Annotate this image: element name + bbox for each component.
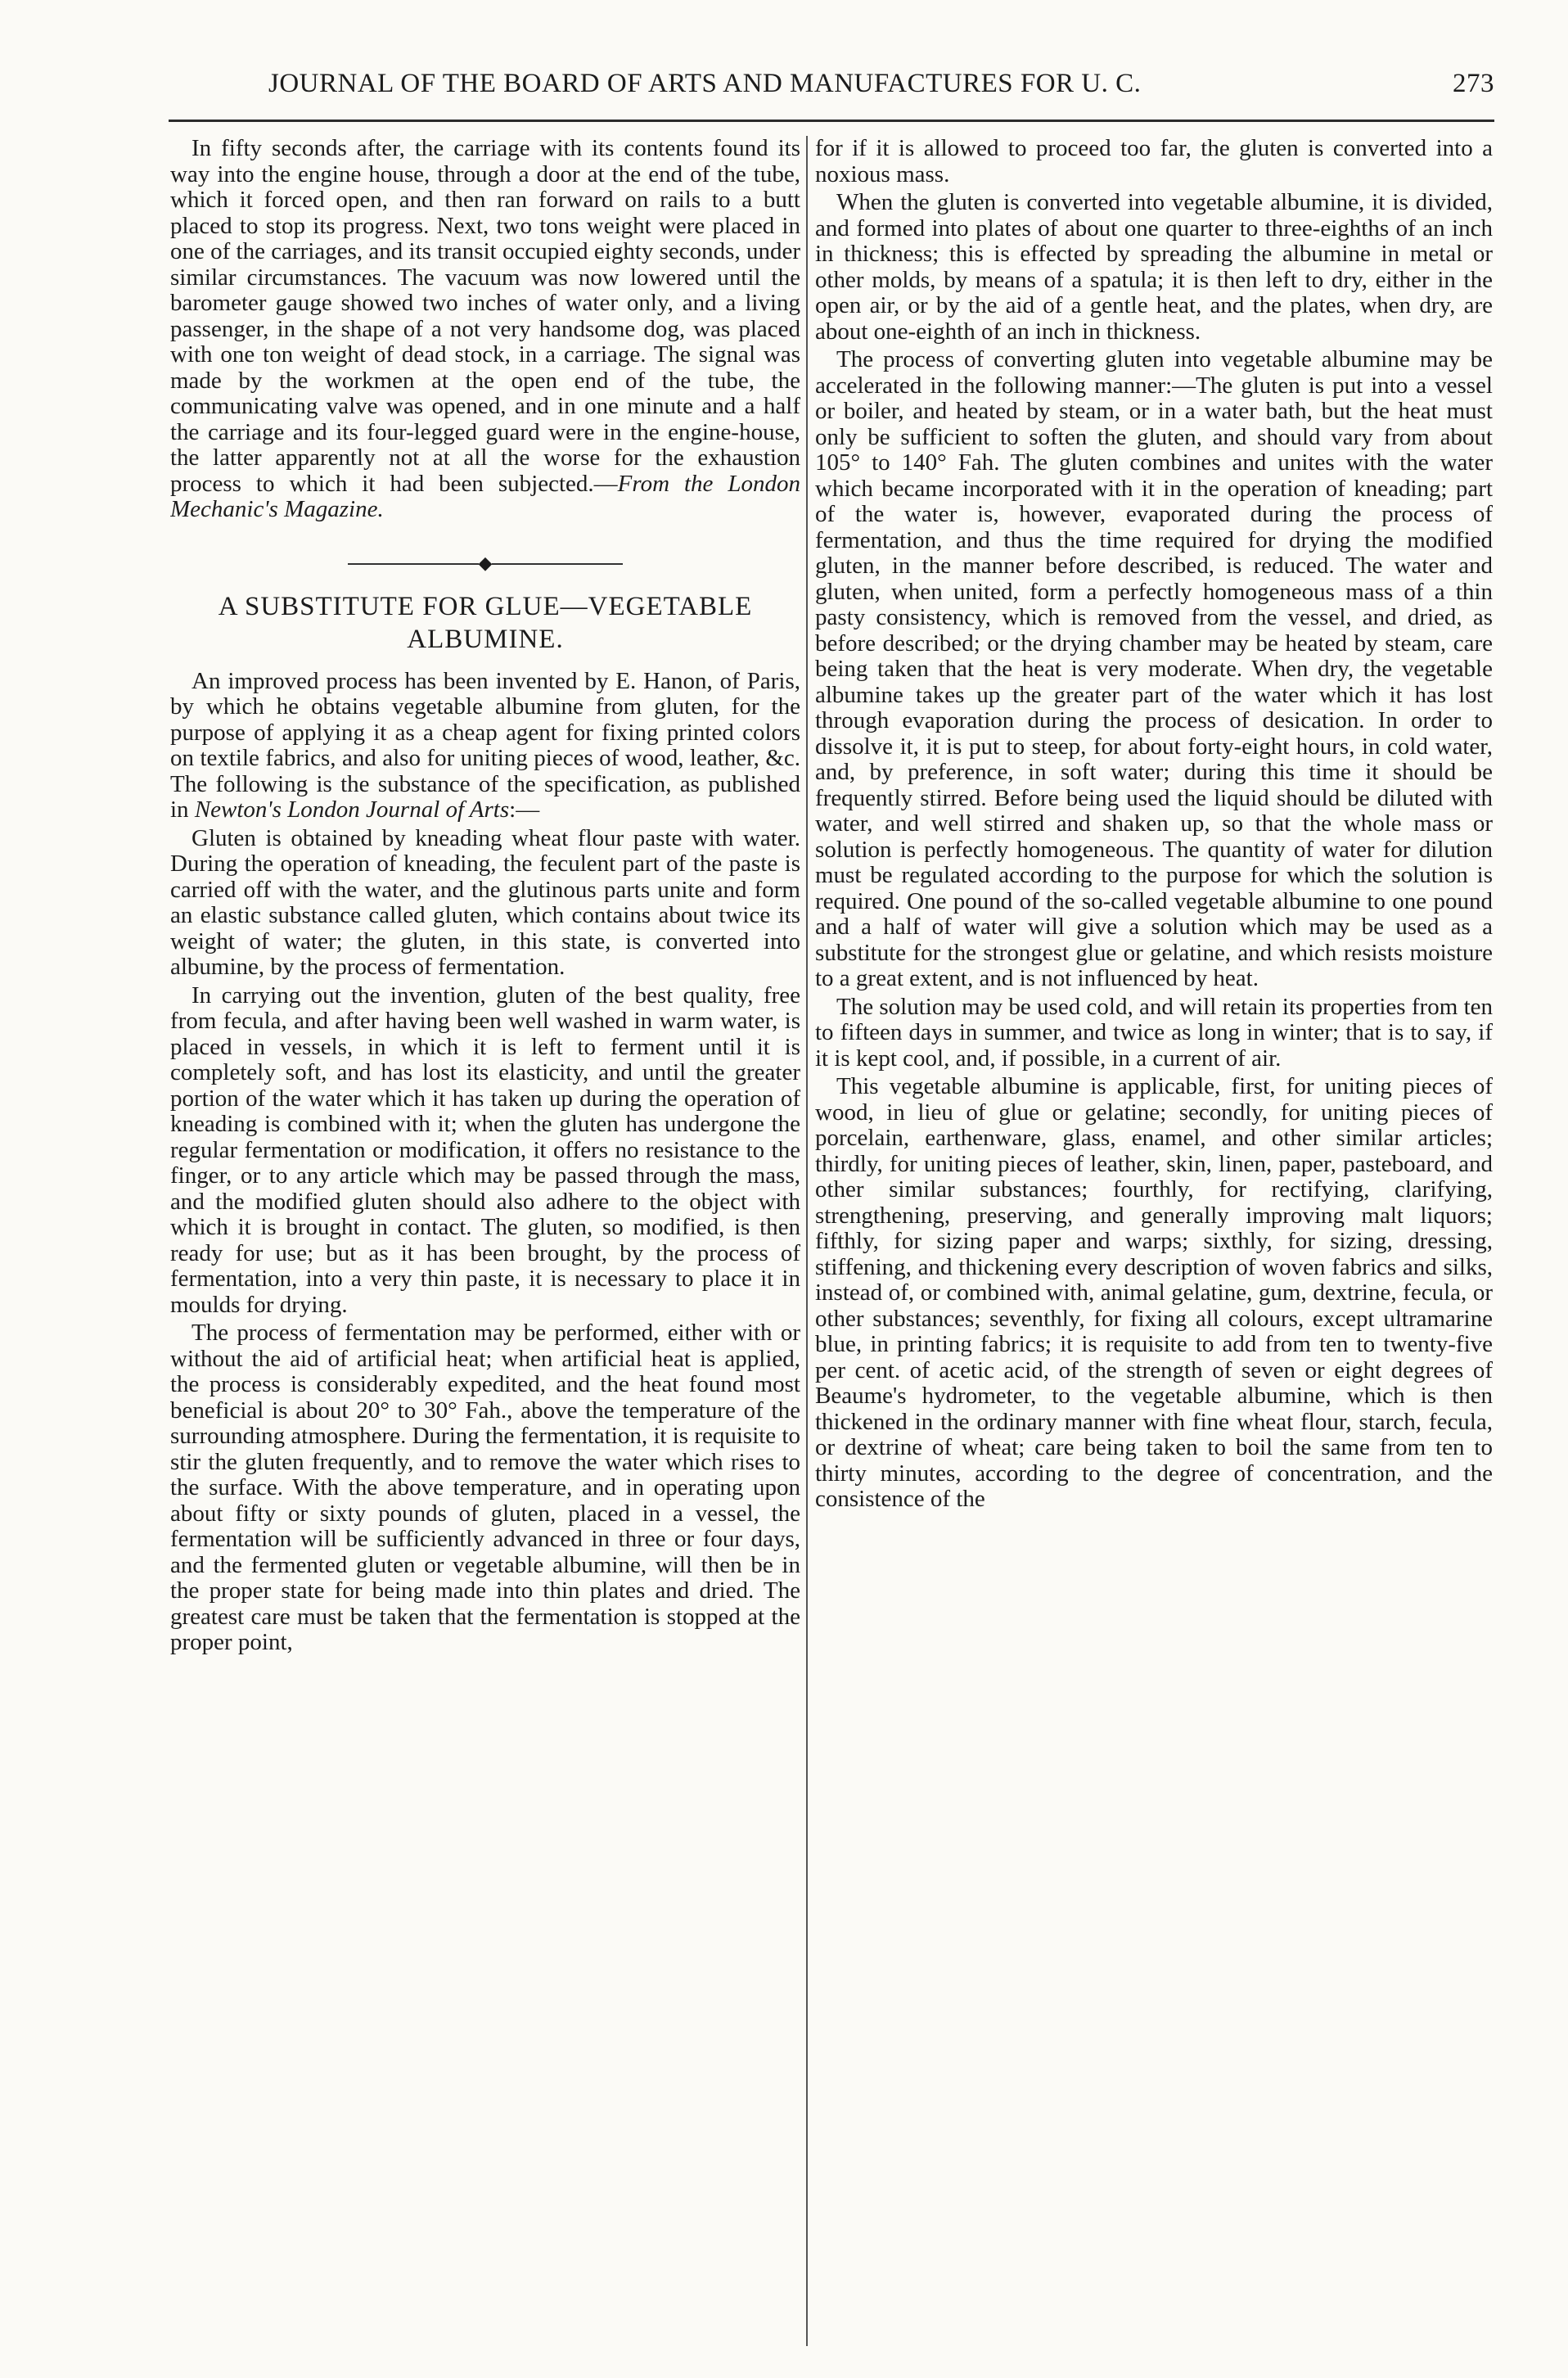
article-paragraph: Gluten is obtained by kneading wheat flour paste with water. During the operation of kneading, the feculent part of the paste is carried off with the water, and the glutinous parts unite and form an elastic substance called gluten, which contains about twice its weight of water; the gluten, in this state, is converted into albumine, by the process of fermentation. [170,824,800,980]
intro-text: In fifty seconds after, the carriage with its contents found its way into the engine house, through a door at the end of the tube, which it forced open, and then ran forward on rails to a butt placed to stop its progress. Next, two tons weight were placed in one of the carriages, and its transit occupied eighty seconds, under similar circumstances. The vacuum was now lowered until the barometer gauge showed two inches of water only, and a living passenger, in the shape of a not very handsome dog, was placed with one ton weight of dead stock, in a carriage. The signal was made by the workmen at the open end of the tube, the communicating valve was opened, and in one minute and a half the carriage and its four-legged guard were in the engine-house, the latter apparently not at all the worse for the exhaustion process to which it had been subjected.— [170,136,800,497]
article-paragraph: for if it is allowed to proceed too far, the gluten is converted into a noxious mass. [815,136,1493,187]
ornament-rule-right [492,563,623,565]
ornament-rule-left [348,563,479,565]
article-paragraph: This vegetable albumine is applicable, first, for uniting pieces of wood, in lieu of glue or gelatine; secondly, for uniting pieces of porcelain, earthenware, glass, enamel, and other similar articles; thirdly, for uniting pieces of leather, skin, linen, paper, pasteboard, and other similar substances; fourthly, for rectifying, clarifying, strengthening, preserving, and generally improving malt liquors; fifthly, for sizing paper and warps; sixthly, for sizing, dressing, stiffening, and thickening every description of woven fabrics and silks, instead of, or combined with, animal gelatine, gum, dextrine, fecula, or other substances; seventhly, for fixing all colours, except ultramarine blue, in printing fabrics; it is requisite to add from ten to twenty-five per cent. of acetic acid, of the strength of seven or eight degrees of Beaume's hydrometer, to the vegetable albumine, which is then thickened in the ordinary manner with fine wheat flour, starch, fecula, or dextrine of wheat; care being taken to boil the same from ten to thirty minutes, according to the degree of concentration, and the consistence of the [815,1073,1493,1512]
page-number: 273 [1453,69,1494,98]
left-column [170,136,800,2346]
article-paragraph: The process of converting gluten into vegetable albumine may be accelerated in the following manner:—The gluten is put into a vessel or boiler, and heated by steam, or in a water bath, but the heat must only be sufficient to soften the gluten, and should vary from about 105° to 140° Fah. The gluten combines and unites with the water which became incorporated with it in the operation of kneading; part of the water is, however, evaporated during the process of fermentation, and thus the time required for drying the modified gluten, in the manner before described, is reduced. The water and gluten, when united, form a perfectly homogeneous mass of a thin pasty consistency, which is removed from the vessel, and dried, as before described; or the drying chamber may be heated by steam, care being taken that the heat is very moderate. When dry, the vegetable albumine takes up the greater part of the water which it has lost through evaporation during the process of desication. In order to dissolve it, it is put to steep, for about forty-eight hours, in cold water, and, by preference, in soft water; during this time it should be frequently stirred. Before being used the liquid should be diluted with water, and well stirred and shaken up, so that the whole mass or solution is perfectly homogeneous. The quantity of water for dilution must be regulated according to the purpose for which the solution is required. One pound of the so-called vegetable albumine to one pound and a half of water will give a solution which may be used as a substitute for the strongest glue or gelatine, and which resists moisture to a great extent, and is not influenced by heat. [815,346,1493,991]
article-paragraph: When the gluten is converted into vegetable albumine, it is divided, and formed into plates of about one quarter to three-eighths of an inch in thickness; this is effected by spreading the albumine in metal or other molds, by means of a spatula; it is then left to dry, either in the open air, or by the aid of a gentle heat, and the plates, when dry, are about one-eighth of an inch in thickness. [815,189,1493,345]
section-ornament [170,554,800,572]
article-intro [170,669,800,824]
intro-paragraph [170,136,800,523]
intro-source: From the London Mechanic's Magazine. [170,470,800,522]
article-paragraph: The solution may be used cold, and will retain its properties from ten to fifteen days in summer, and twice as long in winter; that is to say, if it is kept cool, and, if possible, in a current of air. [815,993,1493,1072]
column-divider [806,136,808,2346]
header-rule [169,120,1494,122]
right-column [815,136,1493,2346]
article-heading: A SUBSTITUTE FOR GLUE—VEGETABLE ALBUMINE. [218,591,753,654]
article-intro-journal: Newton's London Journal of Arts [194,796,510,823]
running-header [169,64,1494,113]
article-intro-before: An improved process has been invented by E. Hanon, of Paris, by which he obtains vegetable albumine from gluten, for the purpose of applying it as a cheap agent for fixing printed colors on textile fabrics, and also for uniting pieces of wood, leather, &c. The following is the substance of the specification, as published in [170,667,800,823]
journal-title: JOURNAL OF THE BOARD OF ARTS AND MANUFACTURES FOR U. C. [268,69,1142,98]
article-paragraph: The process of fermentation may be performed, either with or without the aid of artificial heat; when artificial heat is applied, the process is considerably expedited, and the heat found most beneficial is about 20° to 30° Fah., above the temperature of the surrounding atmosphere. During the fermentation, it is requisite to stir the gluten frequently, and to remove the water which rises to the surface. With the above temperature, and in operating upon about fifty or sixty pounds of gluten, placed in a vessel, the fermentation will be sufficiently advanced in three or four days, and the fermented gluten or vegetable albumine, will then be in the proper state for being made into thin plates and dried. The greatest care must be taken that the fermentation is stopped at the proper point, [170,1320,800,1655]
article-intro-after: :— [509,796,540,823]
article-paragraph: In carrying out the invention, gluten of the best quality, free from fecula, and after having been well washed in warm water, is placed in vessels, in which it is left to ferment until it is completely soft, and has lost its elasticity, and until the greater portion of the water which it has taken up during the operation of kneading is combined with it; when the gluten has undergone the regular fermentation or modification, it offers no resistance to the finger, or to any article which may be passed through the mass, and the modified gluten should also adhere to the object with which it is brought in contact. The gluten, so modified, is then ready for use; but as it has been brought, by the process of fermentation, into a very thin paste, it is necessary to place it in moulds for drying. [170,981,800,1318]
ornament-diamond: ◆ [478,552,493,573]
